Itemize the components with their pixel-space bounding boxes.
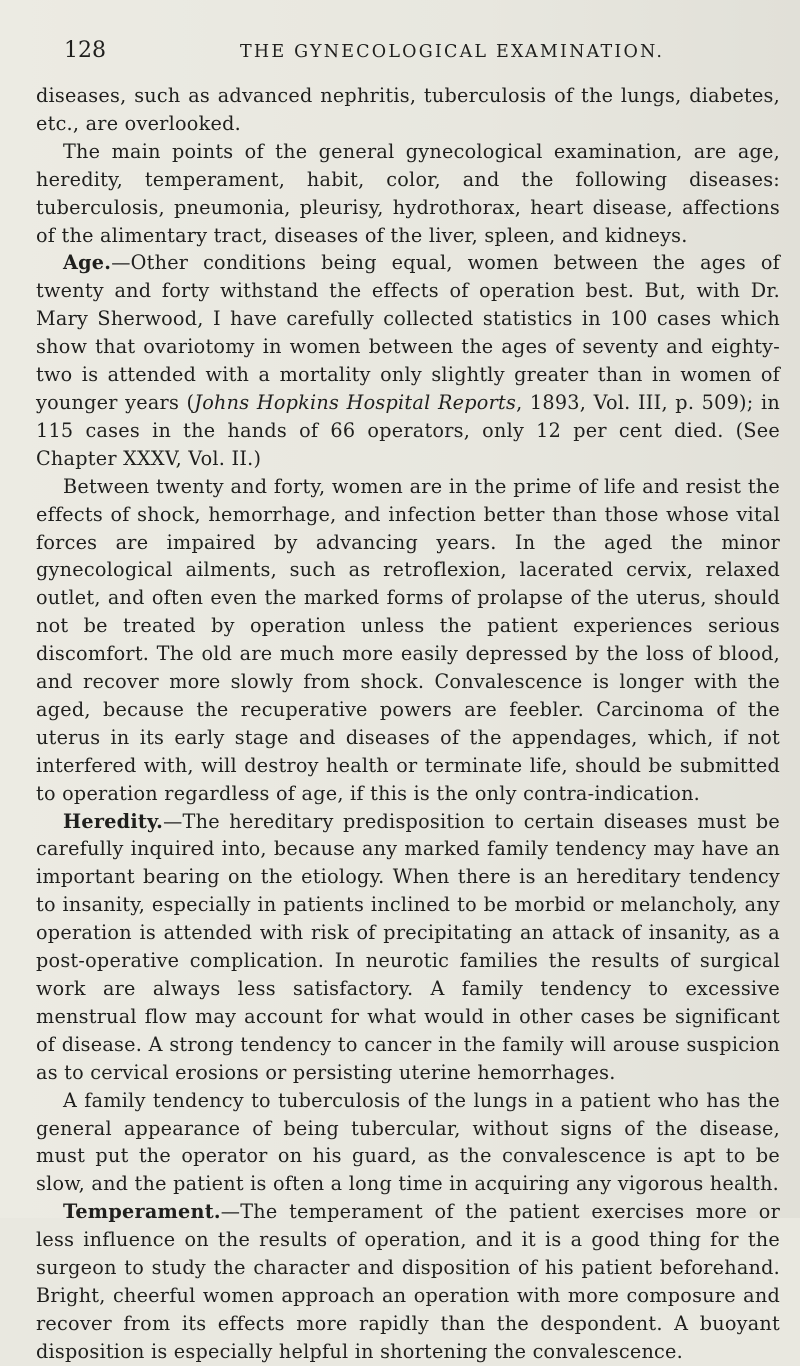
- citation-title: Johns Hopkins Hospital Reports: [194, 390, 517, 414]
- paragraph-text: —The hereditary predisposition to certain diseases must be carefully inquired into, because any marked family tendency may have an important bearing on the etiology. When there is an hereditary tendency to insanity, especially in patients inclined to be morbid or melancholy, any operation is attended with risk of precipitating an attack of insanity, as a post-operative complication. In neurotic families the results of surgical work are always less satisfactory. A family tendency to excessive menstrual flow may account for what would in other cases be significant of disease. A strong tendency to cancer in the family will arouse suspicion as to cervical erosions or persisting uterine hemorrhages.: [36, 809, 780, 1084]
- body-text: [36, 82, 780, 1366]
- paragraph-heredity: [36, 808, 780, 1087]
- paragraph-temperament: [36, 1198, 780, 1365]
- running-title: THE GYNECOLOGICAL EXAMINATION.: [240, 42, 665, 62]
- paragraph-main-points: [36, 138, 780, 250]
- paragraph-text: —The temperament of the patient exercises more or less influence on the results of operation, and it is a good thing for the surgeon to study the character and disposition of his patient beforehand. Bright, cheerful women approach an operation with more composure and recover from its effects more rapidly than the despondent. A buoyant disposition is especially helpful in shortening the convalescence.: [36, 1200, 780, 1363]
- paragraph-text: —Other conditions being equal, women between the ages of twenty and forty withstand the effects of operation best. But, with Dr. Mary Sherwood, I have carefully collected statistics in 100 cases which show that ovariotomy in women between the ages of seventy and eighty-two is attended with a mortality only slightly greater than in women of younger years (: [36, 251, 780, 414]
- paragraph-continuation: [36, 82, 780, 138]
- paragraph-text: A family tendency to tuberculosis of the lungs in a patient who has the general appearance of being tubercular, without signs of the disease, must put the operator on his guard, as the convalescence is apt to be slow, and the patient is often a long time in acquiring any vigorous health.: [36, 1088, 780, 1196]
- paragraph-text: diseases, such as advanced nephritis, tuberculosis of the lungs, diabetes, etc., are overlooked.: [36, 84, 780, 135]
- paragraph-text: Between twenty and forty, women are in the prime of life and resist the effects of shock, hemorrhage, and infection better than those whose vital forces are impaired by advancing years. In the aged the minor gynecological ailments, such as retroflexion, lacerated cervix, relaxed outlet, and often even the marked forms of prolapse of the uterus, should not be treated by operation unless the patient experiences serious discomfort. The old are much more easily depressed by the loss of blood, and recover more slowly from shock. Convalescence is longer with the aged, because the recuperative powers are feebler. Carcinoma of the uterus in its early stage and diseases of the appendages, which, if not interfered with, will destroy health or terminate life, should be submitted to operation regardless of age, if this is the only contra-indication.: [36, 474, 780, 805]
- section-lead-age: Age.: [63, 251, 112, 275]
- paragraph-age: [36, 249, 780, 472]
- paragraph-prime-of-life: [36, 473, 780, 808]
- section-lead-temperament: Temperament.: [63, 1200, 221, 1224]
- page-number: 128: [64, 38, 106, 63]
- paragraph-text: , 1893, Vol. III, p. 509); in 115 cases in the hands of 66 operators, only 12 per cent died. (See Chapter XXXV, Vol. II.): [36, 390, 780, 470]
- paragraph-text: The main points of the general gynecological examination, are age, heredity, temperament, habit, color, and the following diseases: tuberculosis, pneumonia, pleurisy, hydrothorax, heart disease, affections of the alimentary tract, diseases of the liver, spleen, and kidneys.: [36, 139, 780, 247]
- paragraph-tuberculosis: [36, 1087, 780, 1199]
- section-lead-heredity: Heredity.: [63, 809, 164, 833]
- running-head: [64, 38, 780, 72]
